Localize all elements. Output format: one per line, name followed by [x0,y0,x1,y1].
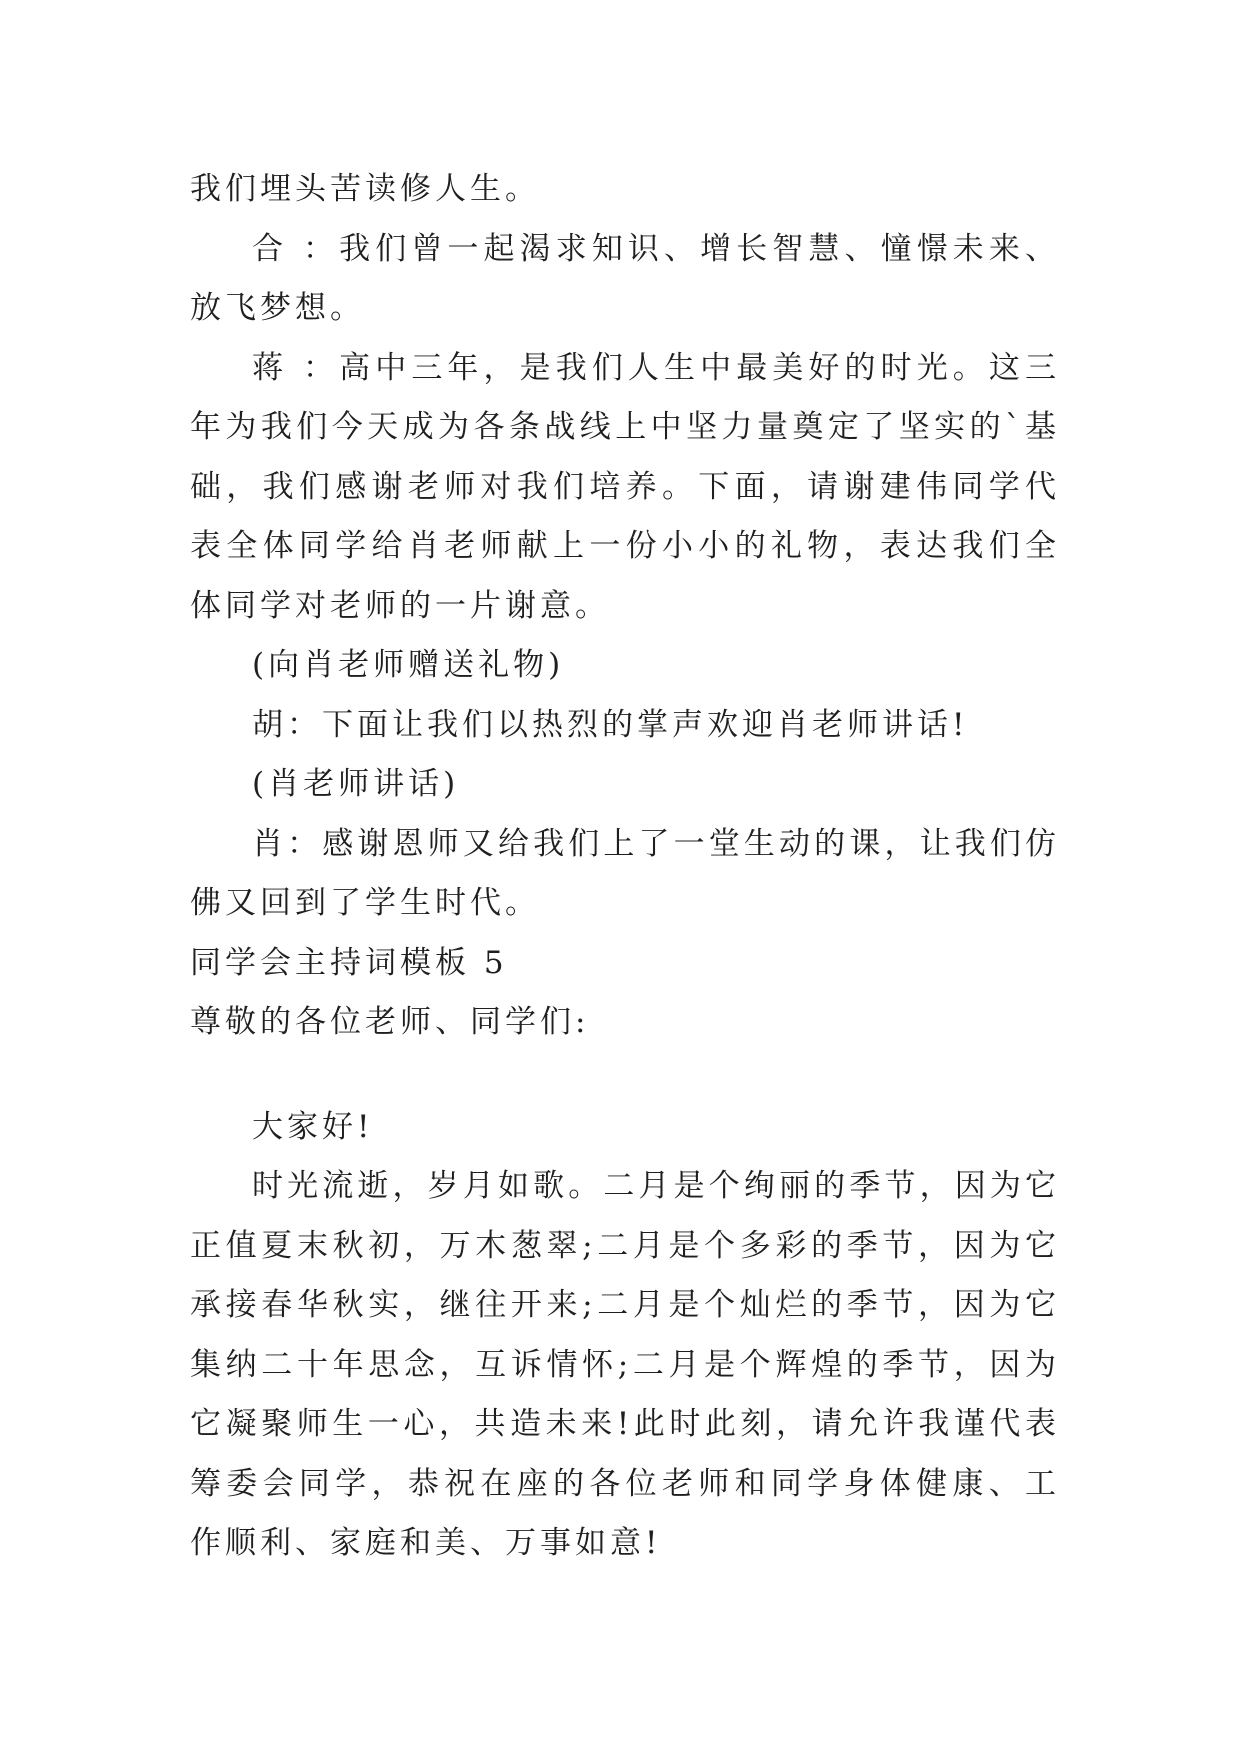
paragraph: (向肖老师赠送礼物) [252,647,565,683]
document-body [190,160,1060,1574]
paragraph: 合 ：我们曾一起渴求知识、增长智慧、憧憬未来、放飞梦想。 [190,230,1060,326]
blank-space [190,1053,1060,1098]
paragraph: 肖：感谢恩师又给我们上了一堂生动的课，让我们仿佛又回到了学生时代。 [190,825,1060,921]
paragraph: 胡：下面让我们以热烈的掌声欢迎肖老师讲话! [252,706,969,743]
paragraph: 我们埋头苦读修人生。 [190,171,540,207]
paragraph: (肖老师讲话) [252,766,460,802]
section-title: 同学会主持词模板 5 [190,944,508,981]
salutation: 尊敬的各位老师、同学们: [190,1004,590,1040]
paragraph: 时光流逝，岁月如歌。二月是个绚丽的季节，因为它正值夏末秋初，万木葱翠;二月是个多彩的季节，因为它承接春华秋实，继往开来;二月是个灿烂的季节，因为它集纳二十年思念，互诉情怀;二月是个辉煌的季节，因为它凝聚师生一心，共造未来!此时此刻，请允许我谨代表筹委会同学，恭祝在座的各位老师和同学身体健康、工作顺利、家庭和美、万事如意! [190,1168,1060,1561]
paragraph: 蒋 ：高中三年，是我们人生中最美好的时光。这三年为我们今天成为各条战线上中坚力量奠定了坚实的`基础，我们感谢老师对我们培养。下面，请谢建伟同学代表全体同学给肖老师献上一份小小的礼物，表达我们全体同学对老师的一片谢意。 [190,349,1060,624]
paragraph: 大家好! [252,1108,374,1145]
